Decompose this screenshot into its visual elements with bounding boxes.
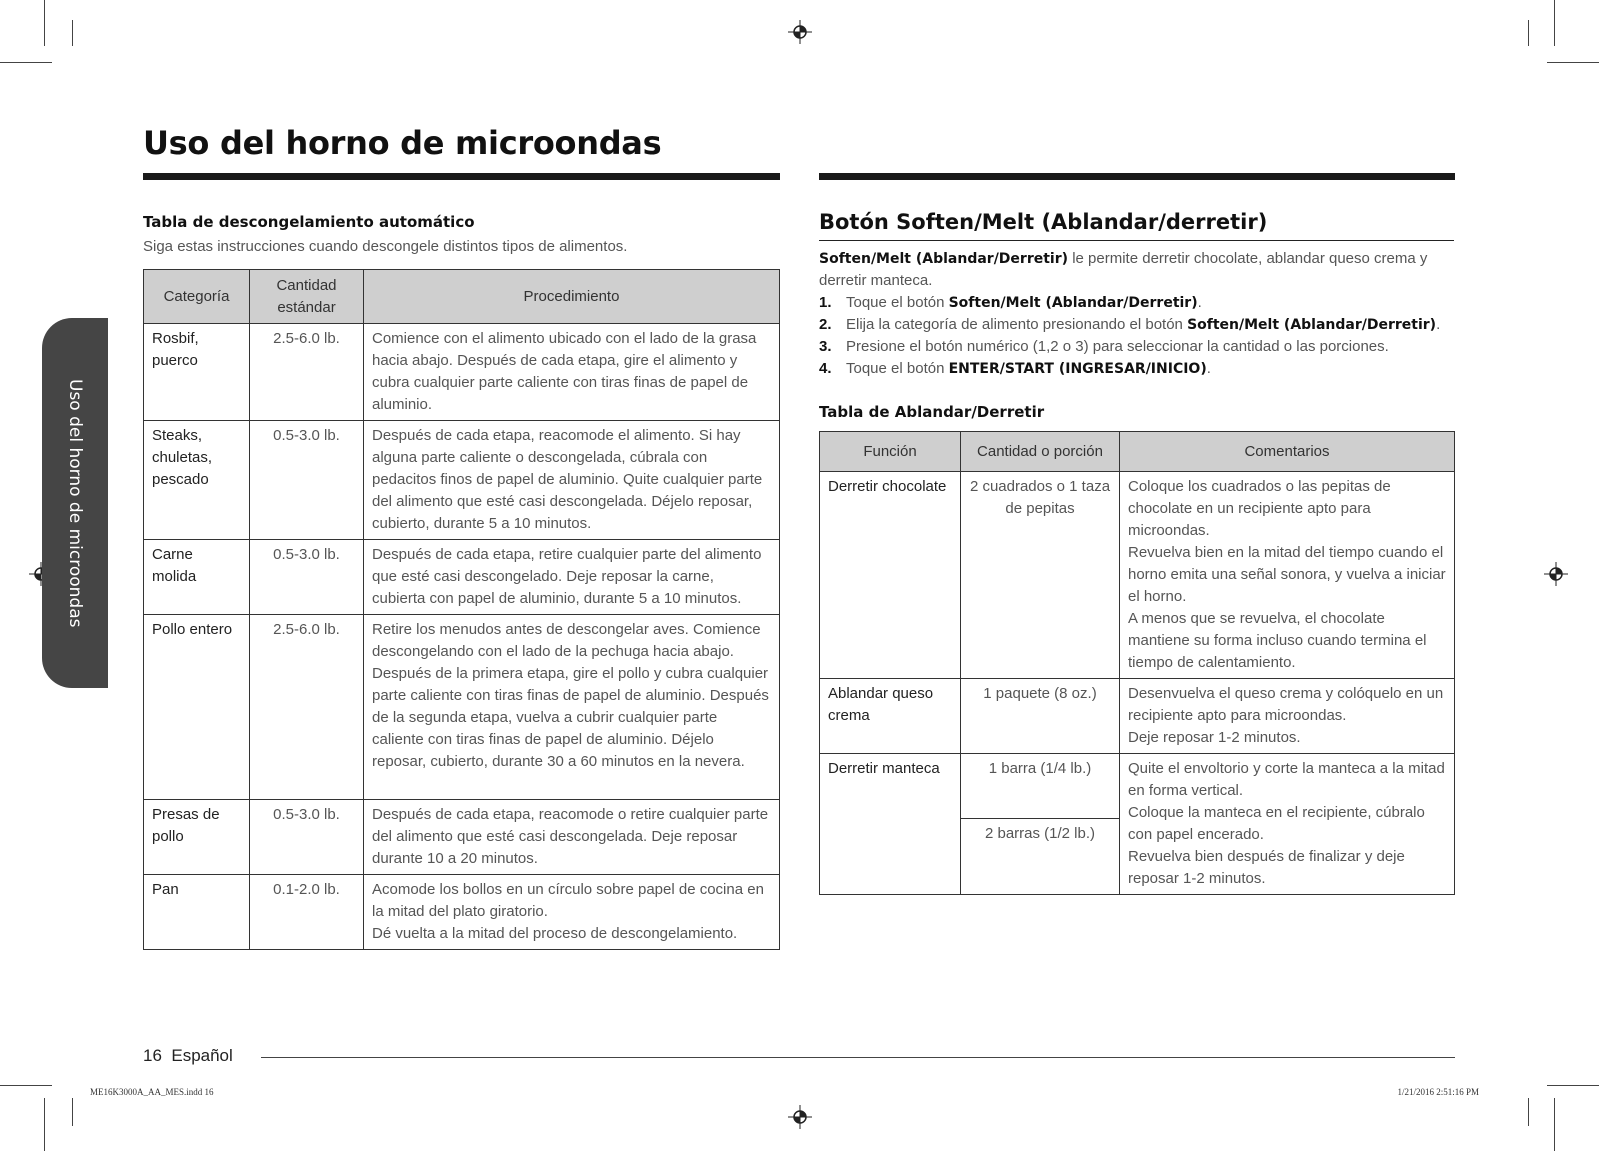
comment-line: Deje reposar 1-2 minutos.: [1128, 729, 1301, 746]
registration-mark-icon: [788, 20, 812, 44]
row-comments: [1120, 679, 1455, 754]
step-item: [819, 358, 1455, 380]
row-procedure: Comience con el alimento ubicado con el lado de la grasa hacia abajo. Después de cada etapa, gire el alimento y cubra cualquier parte caliente con tiras finas de papel de aluminio.: [364, 324, 780, 421]
title-rule-left: [143, 173, 780, 180]
table-row: [144, 540, 780, 615]
row-function: Ablandar queso crema: [820, 679, 961, 754]
table-row: [144, 875, 780, 950]
step-bold: ENTER/START (INGRESAR/INICIO): [948, 361, 1207, 377]
heading-rule: [819, 240, 1454, 241]
row-procedure: Retire los menudos antes de descongelar aves. Comience descongelando con el lado de la pechuga hacia abajo. Después de la primera etapa, gire el pollo y cubra cualquier parte caliente con tiras finas de papel de aluminio. Después de la segunda etapa, vuelva a cubrir cualquier parte caliente con tiras finas de papel de aluminio. Déjelo reposar, cubierto, durante 30 a 60 minutos en la nevera.: [364, 615, 780, 800]
row-procedure: Después de cada etapa, reacomode o retire cualquier parte del alimento que esté casi descongelada. Deje reposar durante 10 a 20 minutos.: [364, 800, 780, 875]
step-number: 1.: [819, 294, 832, 311]
crop-mark: [1528, 20, 1529, 46]
crop-mark: [1547, 1085, 1599, 1086]
row-quantity: 1 paquete (8 oz.): [961, 679, 1120, 754]
row-category: Pollo entero: [144, 615, 250, 800]
table-row: [144, 615, 780, 800]
step-text: Toque el botón: [846, 294, 949, 311]
intro-bold: Soften/Melt (Ablandar/Derretir): [819, 251, 1069, 267]
step-bold: Soften/Melt (Ablandar/Derretir): [1187, 317, 1437, 333]
crop-mark: [44, 1098, 45, 1151]
step-text: .: [1197, 294, 1202, 311]
row-quantity: 2 cuadrados o 1 taza de pepitas: [961, 472, 1120, 679]
header-function: Función: [820, 432, 961, 472]
row-comments: [1120, 754, 1455, 895]
crop-mark: [1554, 1098, 1555, 1151]
step-bold: Soften/Melt (Ablandar/Derretir): [948, 295, 1198, 311]
row-category: Carne molida: [144, 540, 250, 615]
footer-rule: [261, 1057, 1455, 1058]
header-quantity: Cantidad o porción: [961, 432, 1120, 472]
defrost-table: [143, 269, 780, 950]
row-quantity: 0.5-3.0 lb.: [250, 421, 364, 540]
row-quantity: 0.5-3.0 lb.: [250, 800, 364, 875]
step-item: [819, 314, 1455, 336]
step-number: 3.: [819, 338, 832, 355]
step-number: 4.: [819, 360, 832, 377]
header-procedure: Procedimiento: [364, 270, 780, 324]
comment-line: Revuelva bien en la mitad del tiempo cuando el horno emita una señal sonora, y vuelva a iniciar el horno.: [1128, 544, 1446, 605]
crop-mark: [72, 20, 73, 46]
header-quantity: Cantidad estándar: [250, 270, 364, 324]
table-header-row: [144, 270, 780, 324]
comment-line: Desenvuelva el queso crema y colóquelo en un recipiente apto para microondas.: [1128, 685, 1444, 724]
step-text: .: [1436, 316, 1441, 333]
comment-line: Revuelva bien después de finalizar y deje reposar 1-2 minutos.: [1128, 848, 1405, 887]
row-quantity: 2.5-6.0 lb.: [250, 324, 364, 421]
registration-mark-icon: [1544, 562, 1568, 586]
crop-mark: [72, 1098, 73, 1126]
table-row: [144, 324, 780, 421]
row-function: Derretir chocolate: [820, 472, 961, 679]
row-quantity: 1 barra (1/4 lb.): [961, 754, 1120, 819]
comment-line: Quite el envoltorio y corte la manteca a la mitad en forma vertical.: [1128, 760, 1445, 799]
table-row: [820, 472, 1455, 679]
comment-line: A menos que se revuelva, el chocolate mantiene su forma incluso cuando termina el tiempo de calentamiento.: [1128, 610, 1427, 671]
soften-melt-table: [819, 431, 1455, 895]
defrost-table-title: Tabla de descongelamiento automático: [143, 213, 475, 231]
page-number: 16 Español: [143, 1046, 233, 1065]
crop-mark: [1528, 1098, 1529, 1126]
intro-text: le permite derretir chocolate, ablandar queso crema y derretir manteca.: [819, 250, 1428, 289]
procedure-line: Acomode los bollos en un círculo sobre papel de cocina en la mitad del plato giratorio.: [372, 881, 764, 920]
row-quantity: 0.1-2.0 lb.: [250, 875, 364, 950]
comment-line: Coloque los cuadrados o las pepitas de chocolate en un recipiente apto para microondas.: [1128, 478, 1391, 539]
crop-mark: [44, 0, 45, 46]
row-quantity: 2 barras (1/2 lb.): [961, 819, 1120, 895]
steps-list: [819, 292, 1455, 380]
row-procedure: Después de cada etapa, reacomode el alimento. Si hay alguna parte caliente o descongelada, cúbrala con pedacitos finos de papel de aluminio. Quite cualquier parte del alimento que esté casi descongelada. Déjelo reposar, cubierto, durante 5 a 10 minutos.: [364, 421, 780, 540]
date-slug: 1/21/2016 2:51:16 PM: [1397, 1087, 1479, 1097]
row-function: Derretir manteca: [820, 754, 961, 895]
step-item: [819, 292, 1455, 314]
step-text: Toque el botón: [846, 360, 949, 377]
table-header-row: [820, 432, 1455, 472]
row-category: Rosbif, puerco: [144, 324, 250, 421]
soften-melt-heading: Botón Soften/Melt (Ablandar/derretir): [819, 210, 1268, 234]
table-row: [144, 800, 780, 875]
registration-mark-icon: [788, 1105, 812, 1129]
step-text: Presione el botón numérico (1,2 o 3) para seleccionar la cantidad o las porciones.: [846, 338, 1389, 355]
row-category: Steaks, chuletas, pescado: [144, 421, 250, 540]
crop-mark: [1554, 0, 1555, 46]
crop-mark: [0, 62, 52, 63]
row-quantity: 0.5-3.0 lb.: [250, 540, 364, 615]
header-comments: Comentarios: [1120, 432, 1455, 472]
row-category: Pan: [144, 875, 250, 950]
file-slug: ME16K3000A_AA_MES.indd 16: [90, 1087, 214, 1097]
crop-mark: [0, 1085, 52, 1086]
step-text: Elija la categoría de alimento presionando el botón: [846, 316, 1188, 333]
page-title: Uso del horno de microondas: [143, 124, 662, 162]
soften-table-title: Tabla de Ablandar/Derretir: [819, 403, 1045, 421]
crop-mark: [1547, 62, 1599, 63]
step-number: 2.: [819, 316, 832, 333]
title-rule-right: [819, 173, 1455, 180]
procedure-line: Dé vuelta a la mitad del proceso de descongelamiento.: [372, 925, 738, 942]
row-category: Presas de pollo: [144, 800, 250, 875]
defrost-intro: Siga estas instrucciones cuando descongele distintos tipos de alimentos.: [143, 238, 628, 255]
row-procedure: Después de cada etapa, retire cualquier parte del alimento que esté casi descongelado. Deje reposar la carne, cubierta con papel de aluminio, durante 5 a 10 minutos.: [364, 540, 780, 615]
row-quantity: 2.5-6.0 lb.: [250, 615, 364, 800]
soften-melt-intro: [819, 248, 1455, 292]
comment-line: Coloque la manteca en el recipiente, cúbralo con papel encerado.: [1128, 804, 1425, 843]
step-text: .: [1206, 360, 1211, 377]
table-row: [144, 421, 780, 540]
step-item: [819, 336, 1455, 358]
side-tab-label: Uso del horno de microondas: [65, 378, 85, 628]
table-row: [820, 679, 1455, 754]
header-category: Categoría: [144, 270, 250, 324]
table-row: [820, 754, 1455, 819]
row-procedure: [364, 875, 780, 950]
row-comments: [1120, 472, 1455, 679]
